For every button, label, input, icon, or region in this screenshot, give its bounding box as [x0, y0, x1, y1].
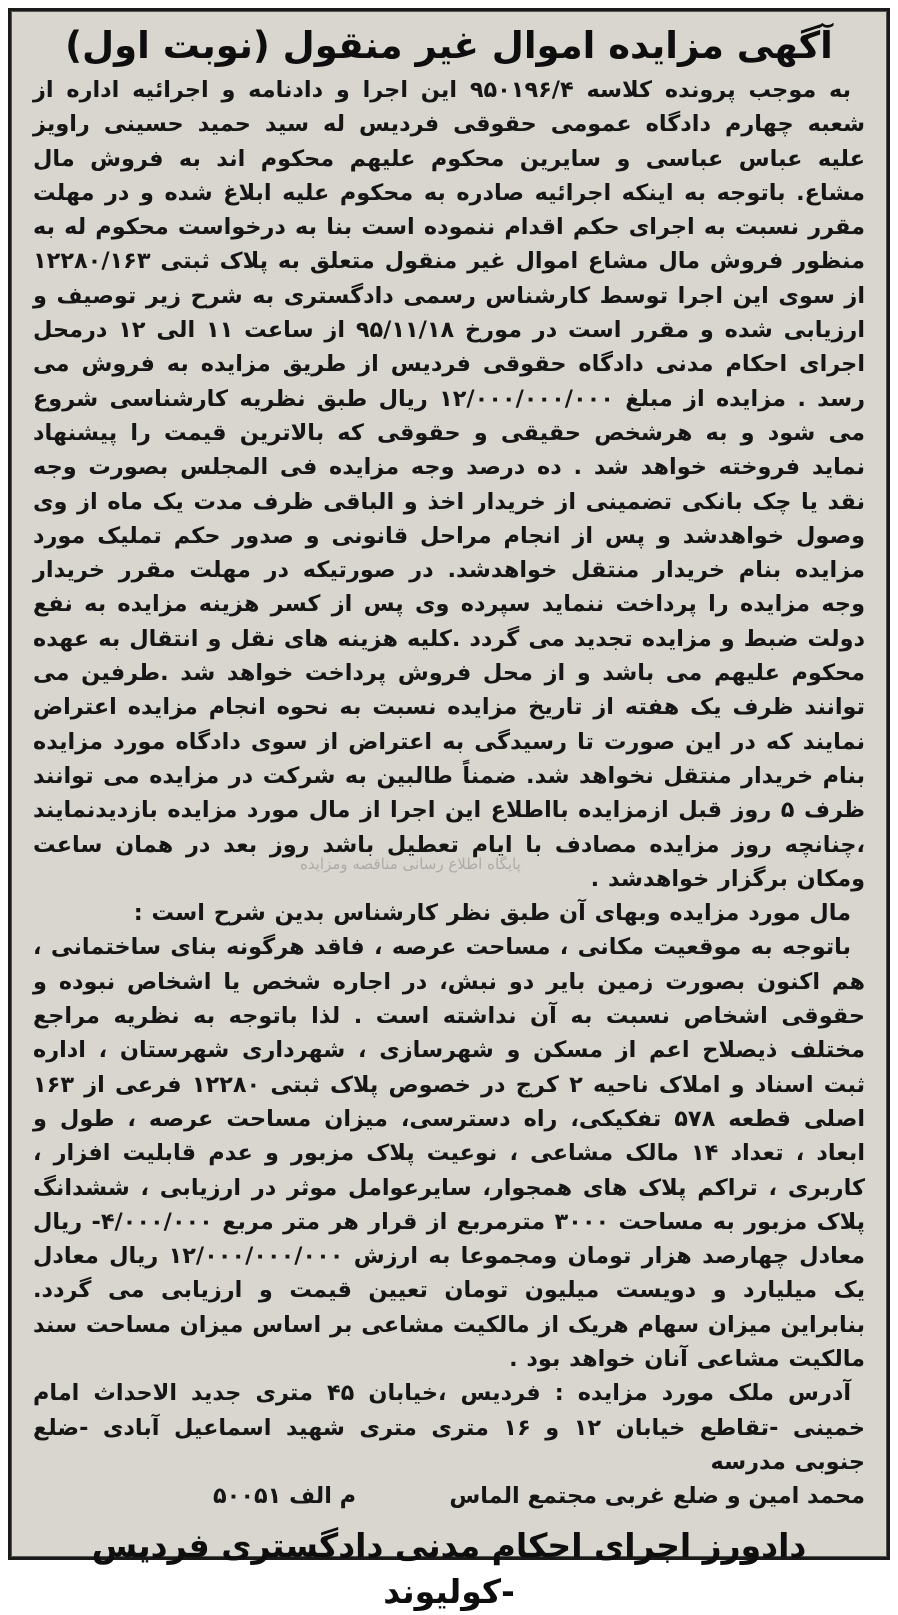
notice-intro-paragraph: به موجب پرونده کلاسه ۹۵۰۱۹۶/۴ این اجرا و دادنامه و اجرائیه اداره از شعبه چهارم دادگاه عمومی حقوقی فردیس له سید حمید حسینی راویز علیه عباس عباسی و سایرین محکوم علیهم محکوم اند به فروش مال مشاع. باتوجه به اینکه اجرائیه صادره به محکوم علیه ابلاغ شده و در مهلت مقرر نسبت به اجرای حکم اقدام ننموده است بنا به درخواست محکوم له به منظور فروش مال مشاع اموال غیر منقول متعلق به پلاک ثبتی ۱۲۲۸۰/۱۶۳ از سوی این اجرا توسط کارشناس رسمی دادگستری به شرح زیر توصیف و ارزیابی شده و مقرر است در مورخ ۹۵/۱۱/۱۸ از ساعت ۱۱ الی ۱۲ درمحل اجرای احکام مدنی دادگاه حقوقی فردیس از طریق مزایده به فروش می رسد . مزایده از مبلغ ۱۲/۰۰۰/۰۰۰/۰۰۰ ریال طبق نظریه کارشناسی شروع می شود و به هرشخص حقیقی و حقوقی که بالاترین قیمت را پیشنهاد نماید فروخته خواهد شد . ده درصد وجه مزایده فی المجلس بصورت وجه نقد یا چک بانکی تضمینی از خریدار اخذ و الباقی ظرف مدت یک ماه از وی وصول خواهدشد و پس از انجام مراحل قانونی و صدور حکم تملیک مورد مزایده بنام خریدار منتقل خواهدشد. در صورتیکه در مهلت مقرر خریدار وجه مزایده را پرداخت ننماید سپرده وی پس از کسر هزینه مزایده به نفع دولت ضبط و مزایده تجدید می گردد .کلیه هزینه های نقل و انتقال به عهده محکوم علیهم می باشد و از محل فروش پرداخت خواهد شد .طرفین می توانند ظرف یک هفته از تاریخ مزایده نسبت به نحوه انجام مزایده اعتراض نمایند که در این صورت تا رسیدگی به اعتراض از سوی دادگاه مورد مزایده بنام خریدار منتقل نخواهد شد. ضمناً طالبین به شرکت در مزایده می توانند ظرف ۵ روز قبل ازمزایده بااطلاع این اجرا از مال مورد مزایده بازدیدنمایند ،چنانچه روز مزایده مصادف با ایام تعطیل باشد روز بعد در همان ساعت ومکان برگزار خواهدشد . — [33, 77, 866, 892]
property-description: باتوجه به موقعیت مکانی ، مساحت عرصه ، فاقد هرگونه بنای ساختمانی ، هم اکنون بصورت زمین بایر دو نبش، در اجاره شخص یا اشخاص نبوده و حقوقی اشخاص نسبت به آن نداشته است . لذا باتوجه به نظریه مراجع مختلف ذیصلاح اعم از مسکن و شهرسازی ، شهرداری شهرستان ، اداره ثبت اسناد و املاک ناحیه ۲ کرج در خصوص پلاک ثبتی ۱۲۲۸۰ فرعی از ۱۶۳ اصلی قطعه ۵۷۸ تفکیکی، راه دسترسی، میزان مساحت عرصه ، طول و ابعاد ، تعداد ۱۴ مالک مشاعی ، نوعیت پلاک مزبور و عدم قابلیت افزار ، کاربری ، تراکم پلاک های همجوار، سایرعوامل موثر در ارزیابی ، ششدانگ پلاک مزبور به مساحت ۳۰۰۰ مترمربع از قرار هر متر مربع ۴/۰۰۰/۰۰۰- ریال معادل چهارصد هزار تومان ومجموعا به ارزش ۱۲/۰۰۰/۰۰۰/۰۰۰ ریال معادل یک میلیارد و دویست میلیون تومان تعیین قیمت و ارزیابی می گردد. بنابراین میزان سهام هریک از مالکیت مشاعی بر اساس میزان مساحت سند مالکیت مشاعی آنان خواهد بود . — [33, 934, 866, 1372]
property-address: آدرس ملک مورد مزایده : فردیس ،خیابان ۴۵ متری جدید الاحداث امام خمینی -تقاطع خیابان ۱۲ و ۱۶ متری متری شهید اسماعیل آبادی -ضلع جنوبی مدرسه — [33, 1380, 866, 1475]
reference-code: م الف ۵۰۰۵۱ — [213, 1483, 357, 1510]
property-heading: مال مورد مزایده وبهای آن طبق نظر کارشناس بدین شرح است : — [133, 900, 851, 927]
signature: دادورز اجرای احکام مدنی دادگستری فردیس -کولیوند — [91, 1526, 807, 1612]
auction-notice — [8, 8, 890, 1612]
address-footer-row — [33, 1479, 865, 1513]
notice-title: آگهی مزایده اموال غیر منقول (نوبت اول) — [65, 24, 833, 67]
watermark-text: پایگاه اطلاع رسانی مناقصه ومزایده — [300, 855, 521, 873]
property-address-last-line: محمد امین و ضلع غربی مجتمع الماس — [449, 1483, 865, 1510]
